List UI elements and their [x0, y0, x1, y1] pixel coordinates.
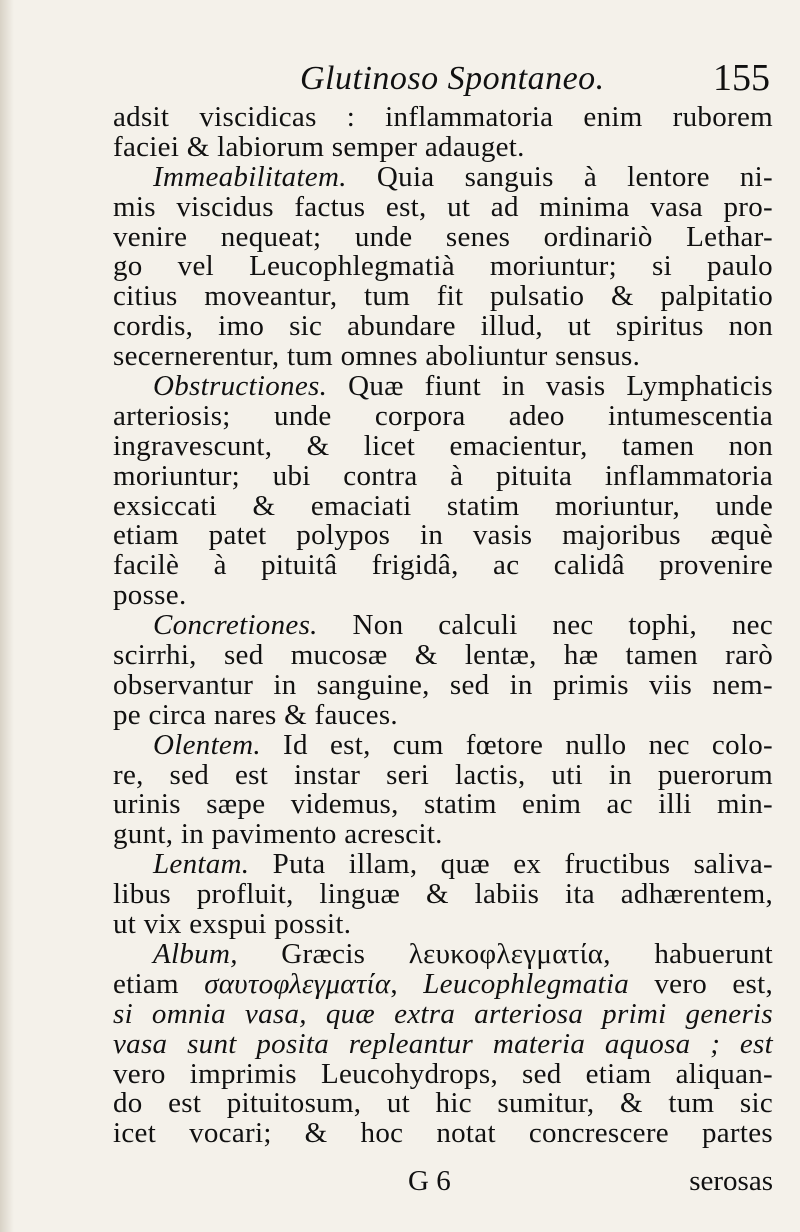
- text-span: gunt, in pavimento acrescit.: [113, 818, 443, 851]
- text-line: [113, 698, 773, 731]
- signature-mark: G 6: [408, 1165, 451, 1197]
- text-span: venire nequeat; unde senes ordinariò Lethar-: [113, 220, 773, 253]
- text-span: adsit viscidicas : inflammatoria enim ruborem: [113, 101, 773, 133]
- text-line: [113, 130, 773, 163]
- text-line: [113, 459, 773, 492]
- text-line: [113, 728, 773, 761]
- text-span: urinis sæpe videmus, statim enim ac illi min-: [113, 788, 773, 821]
- text-span: moriuntur; ubi contra à pituita inflammatoria: [113, 459, 773, 492]
- running-title: Glutinoso Spontaneo.: [300, 60, 605, 97]
- text-span: exsiccati & emaciati statim moriuntur, unde: [113, 489, 773, 522]
- text-span: pe circa nares & fauces.: [113, 698, 398, 731]
- catchword: serosas: [689, 1165, 773, 1197]
- text-line: [113, 1057, 773, 1090]
- text-span: citius moveantur, tum fit pulsatio & palpitatio: [113, 280, 773, 313]
- text-span: go vel Leucophlegmatià moriuntur; si paulo: [113, 250, 773, 283]
- text-span: faciei & labiorum semper adauget.: [113, 130, 525, 163]
- italic-span: Olentem.: [153, 728, 261, 761]
- text-span: ,: [390, 967, 424, 1000]
- text-span: scirrhi, sed mucosæ & lentæ, hæ tamen rarò: [113, 639, 773, 672]
- text-line: [113, 641, 773, 671]
- text-line: [113, 967, 774, 1000]
- text-span: secernerentur, tum omnes aboliuntur sensus.: [113, 340, 641, 373]
- italic-span: vasa sunt posita repleantur materia aquosa ; est: [113, 1027, 773, 1060]
- text-span: cordis, imo sic abundare illud, ut spiritus non: [113, 310, 773, 343]
- text-line: [113, 1089, 773, 1119]
- text-line: [113, 282, 773, 312]
- italic-span: σαυτοφλεγματία: [204, 967, 391, 1000]
- text-line: [113, 190, 773, 223]
- page-number: 155: [713, 57, 770, 99]
- italic-span: Leucophlegmatia: [423, 967, 630, 1000]
- text-span: observantur in sanguine, sed in primis viis nem-: [113, 668, 773, 701]
- text-line: [113, 489, 773, 522]
- text-line: [113, 758, 773, 791]
- text-line: [113, 429, 773, 462]
- text-line: [113, 1119, 773, 1149]
- text-span: libus profluit, linguæ & labiis ita adhærentem,: [113, 878, 773, 911]
- italic-span: Obstructiones.: [153, 370, 328, 403]
- text-line: [113, 312, 773, 342]
- text-line: [113, 160, 773, 193]
- text-span: Non calculi nec tophi, nec: [317, 609, 773, 642]
- text-line: [113, 1027, 773, 1060]
- text-line: [113, 581, 773, 611]
- text-span: re, sed est instar seri lactis, uti in puerorum: [113, 758, 773, 791]
- text-span: etiam: [113, 967, 205, 1000]
- text-line: [113, 551, 773, 581]
- text-span: ut vix exspui possit.: [113, 908, 352, 941]
- text-span: Id est, cum fœtore nullo nec colo-: [260, 728, 773, 761]
- text-line: [113, 611, 773, 641]
- text-line: [113, 220, 773, 253]
- text-span: Quæ fiunt in vasis Lymphaticis: [327, 370, 773, 403]
- text-span: Quia sanguis à lentore ni-: [346, 160, 773, 193]
- text-line: [113, 252, 773, 282]
- text-span: Græcis λευκοφλεγματία, habuerunt: [237, 937, 773, 970]
- text-span: facilè à pituitâ frigidâ, ac calidâ provenire: [113, 549, 773, 582]
- text-span: mis viscidus factus est, ut ad minima vasa pro-: [113, 190, 773, 223]
- italic-span: Immeabilitatem.: [153, 160, 347, 193]
- text-line: [113, 850, 773, 880]
- text-line: [113, 521, 773, 551]
- text-span: posse.: [113, 579, 187, 612]
- text-span: do est pituitosum, ut hic sumitur, & tum sic: [113, 1087, 773, 1120]
- text-line: [113, 937, 773, 970]
- text-span: etiam patet polypos in vasis majoribus æquè: [113, 519, 773, 552]
- text-span: vero est,: [629, 967, 774, 1000]
- text-line: [113, 399, 773, 432]
- text-line: [113, 103, 773, 133]
- text-span: Puta illam, quæ ex fructibus saliva-: [249, 848, 773, 881]
- text-span: arteriosis; unde corpora adeo intumescentia: [113, 399, 773, 432]
- text-line: [113, 342, 773, 372]
- text-line: [113, 372, 773, 402]
- italic-span: Concretiones.: [153, 609, 318, 642]
- text-body: [113, 103, 773, 1149]
- text-span: ingravescunt, & licet emacientur, tamen non: [113, 429, 773, 462]
- page-footer: [113, 1165, 773, 1205]
- italic-span: Album,: [153, 937, 238, 970]
- italic-span: si omnia vasa, quæ extra arteriosa primi generis: [113, 997, 773, 1030]
- text-line: [113, 997, 773, 1030]
- italic-span: Lentam.: [153, 848, 250, 881]
- page-header: [110, 52, 770, 102]
- text-line: [113, 880, 773, 910]
- text-line: [113, 910, 773, 940]
- text-line: [113, 668, 773, 701]
- text-line: [113, 820, 773, 850]
- text-span: vero imprimis Leucohydrops, sed etiam aliquan-: [113, 1057, 773, 1090]
- text-line: [113, 790, 773, 820]
- text-span: icet vocari; & hoc notat concrescere partes: [113, 1117, 773, 1150]
- gutter-shadow: [0, 0, 14, 1232]
